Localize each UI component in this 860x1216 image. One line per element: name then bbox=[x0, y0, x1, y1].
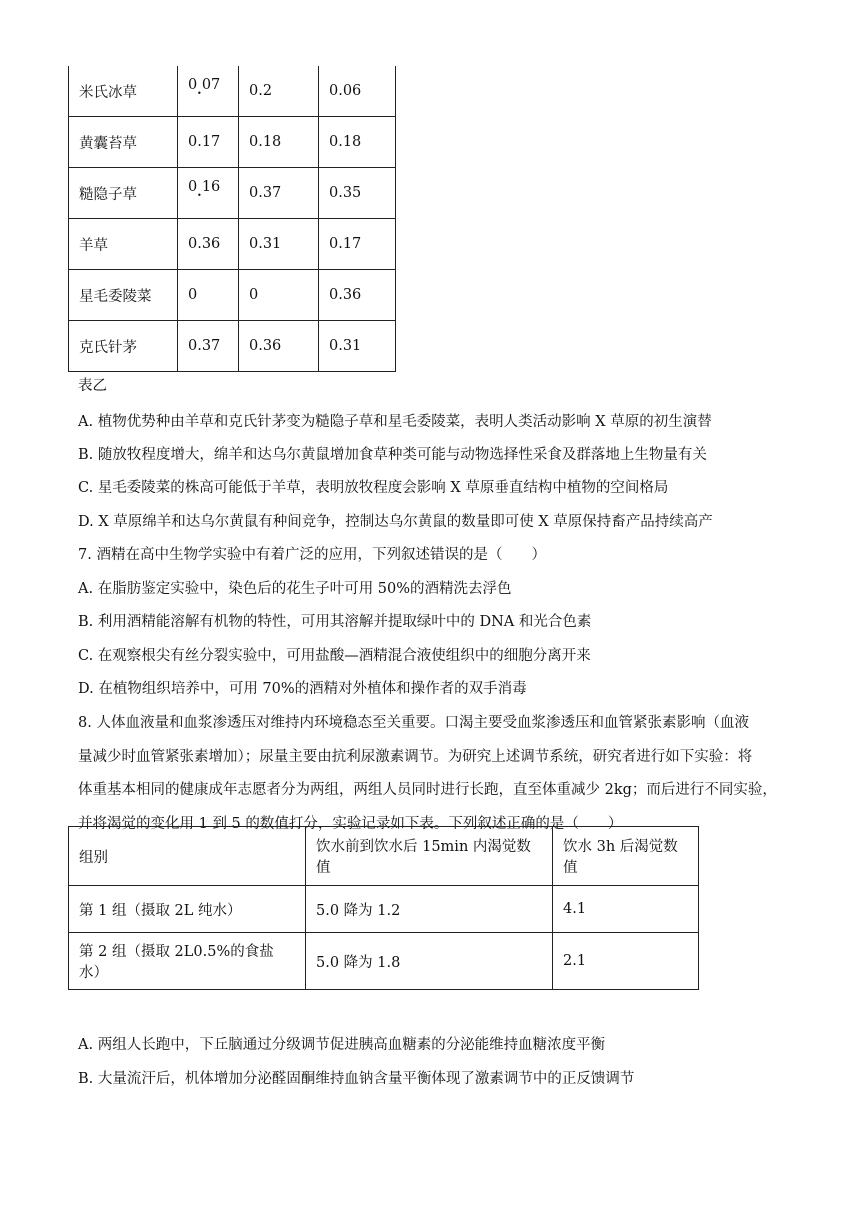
thirst-table bbox=[68, 826, 699, 990]
group-cell: 第 1 组（摄取 2L 纯水） bbox=[69, 886, 306, 933]
species-name: 米氏冰草 bbox=[69, 66, 178, 117]
cell-value: 0.36 bbox=[319, 270, 396, 321]
q7-option-c: C. 在观察根尖有丝分裂实验中，可用盐酸—酒精混合液使组织中的细胞分离开来 bbox=[78, 648, 591, 664]
species-name: 黄囊苔草 bbox=[69, 117, 178, 168]
value-cell: 2.1 bbox=[553, 933, 699, 990]
q6-option-b: B. 随放牧程度增大，绵羊和达乌尔黄鼠增加食草种类可能与动物选择性采食及群落地上生物量有关 bbox=[78, 447, 707, 463]
column-header: 饮水前到饮水后 15min 内渴觉数值 bbox=[306, 827, 553, 886]
q8-stem-line: 并将渴觉的变化用 1 到 5 的数值打分，实验记录如下表。下列叙述正确的是（ ） bbox=[78, 816, 623, 832]
cell-value: 0 16 • bbox=[178, 168, 239, 219]
cell-value: 0.36 bbox=[239, 321, 319, 372]
cell-value: 0 bbox=[178, 270, 239, 321]
group-cell: 第 2 组（摄取 2L0.5%的食盐水） bbox=[69, 933, 306, 990]
table-yi bbox=[68, 66, 396, 372]
value-cell: 5.0 降为 1.8 bbox=[306, 933, 553, 990]
species-name: 克氏针茅 bbox=[69, 321, 178, 372]
cell-value: 0 07 • bbox=[178, 66, 239, 117]
cell-value: 0.18 bbox=[319, 117, 396, 168]
cell-value: 0.06 bbox=[319, 66, 396, 117]
q8-stem-line: 量减少时血管紧张素增加）；尿量主要由抗利尿激素调节。为研究上述调节系统，研究者进行如下实验：将 bbox=[78, 749, 753, 765]
table-row bbox=[69, 66, 396, 117]
q8-stem-line: 8. 人体血液量和血浆渗透压对维持内环境稳态至关重要。口渴主要受血浆渗透压和血管紧张素影响（血液 bbox=[78, 715, 749, 731]
table-row bbox=[69, 117, 396, 168]
table-caption: 表乙 bbox=[78, 378, 107, 394]
table-header-row bbox=[69, 827, 699, 886]
q8-option-a: A. 两组人长跑中，下丘脑通过分级调节促进胰高血糖素的分泌能维持血糖浓度平衡 bbox=[78, 1037, 606, 1053]
q6-option-c: C. 星毛委陵菜的株高可能低于羊草，表明放牧程度会影响 X 草原垂直结构中植物的空间格局 bbox=[78, 480, 669, 496]
value-cell: 4.1 bbox=[553, 886, 699, 933]
q8-stem-line: 体重基本相同的健康成年志愿者分为两组，两组人员同时进行长跑，直至体重减少 2kg；而后进行不同实验， bbox=[78, 782, 777, 798]
cell-value: 0.2 bbox=[239, 66, 319, 117]
cell-value: 0.35 bbox=[319, 168, 396, 219]
species-name: 羊草 bbox=[69, 219, 178, 270]
species-name: 糙隐子草 bbox=[69, 168, 178, 219]
cell-value: 0.17 bbox=[178, 117, 239, 168]
q8-option-b: B. 大量流汗后，机体增加分泌醛固酮维持血钠含量平衡体现了激素调节中的正反馈调节 bbox=[78, 1071, 635, 1087]
table-row bbox=[69, 886, 699, 933]
column-header: 组别 bbox=[69, 827, 306, 886]
q6-option-a: A. 植物优势种由羊草和克氏针茅变为糙隐子草和星毛委陵菜，表明人类活动影响 X 草原的初生演替 bbox=[78, 414, 712, 430]
table-row bbox=[69, 321, 396, 372]
cell-value: 0.36 bbox=[178, 219, 239, 270]
q6-option-d: D. X 草原绵羊和达乌尔黄鼠有种间竞争，控制达乌尔黄鼠的数量即可使 X 草原保持畜产品持续高产 bbox=[78, 514, 713, 530]
cell-value: 0.17 bbox=[319, 219, 396, 270]
cell-value: 0.37 bbox=[239, 168, 319, 219]
table-row bbox=[69, 168, 396, 219]
cell-value: 0.18 bbox=[239, 117, 319, 168]
q7-option-a: A. 在脂肪鉴定实验中，染色后的花生子叶可用 50%的酒精洗去浮色 bbox=[78, 581, 512, 597]
q7-option-b: B. 利用酒精能溶解有机物的特性，可用其溶解并提取绿叶中的 DNA 和光合色素 bbox=[78, 614, 592, 630]
value-cell: 5.0 降为 1.2 bbox=[306, 886, 553, 933]
cell-value: 0.31 bbox=[319, 321, 396, 372]
q7-stem: 7. 酒精在高中生物学实验中有着广泛的应用，下列叙述错误的是（ ） bbox=[78, 547, 546, 563]
table-row bbox=[69, 270, 396, 321]
q7-option-d: D. 在植物组织培养中，可用 70%的酒精对外植体和操作者的双手消毒 bbox=[78, 681, 527, 697]
column-header: 饮水 3h 后渴觉数值 bbox=[553, 827, 699, 886]
table-row bbox=[69, 933, 699, 990]
table-row bbox=[69, 219, 396, 270]
cell-value: 0 bbox=[239, 270, 319, 321]
cell-value: 0.37 bbox=[178, 321, 239, 372]
species-name: 星毛委陵菜 bbox=[69, 270, 178, 321]
cell-value: 0.31 bbox=[239, 219, 319, 270]
